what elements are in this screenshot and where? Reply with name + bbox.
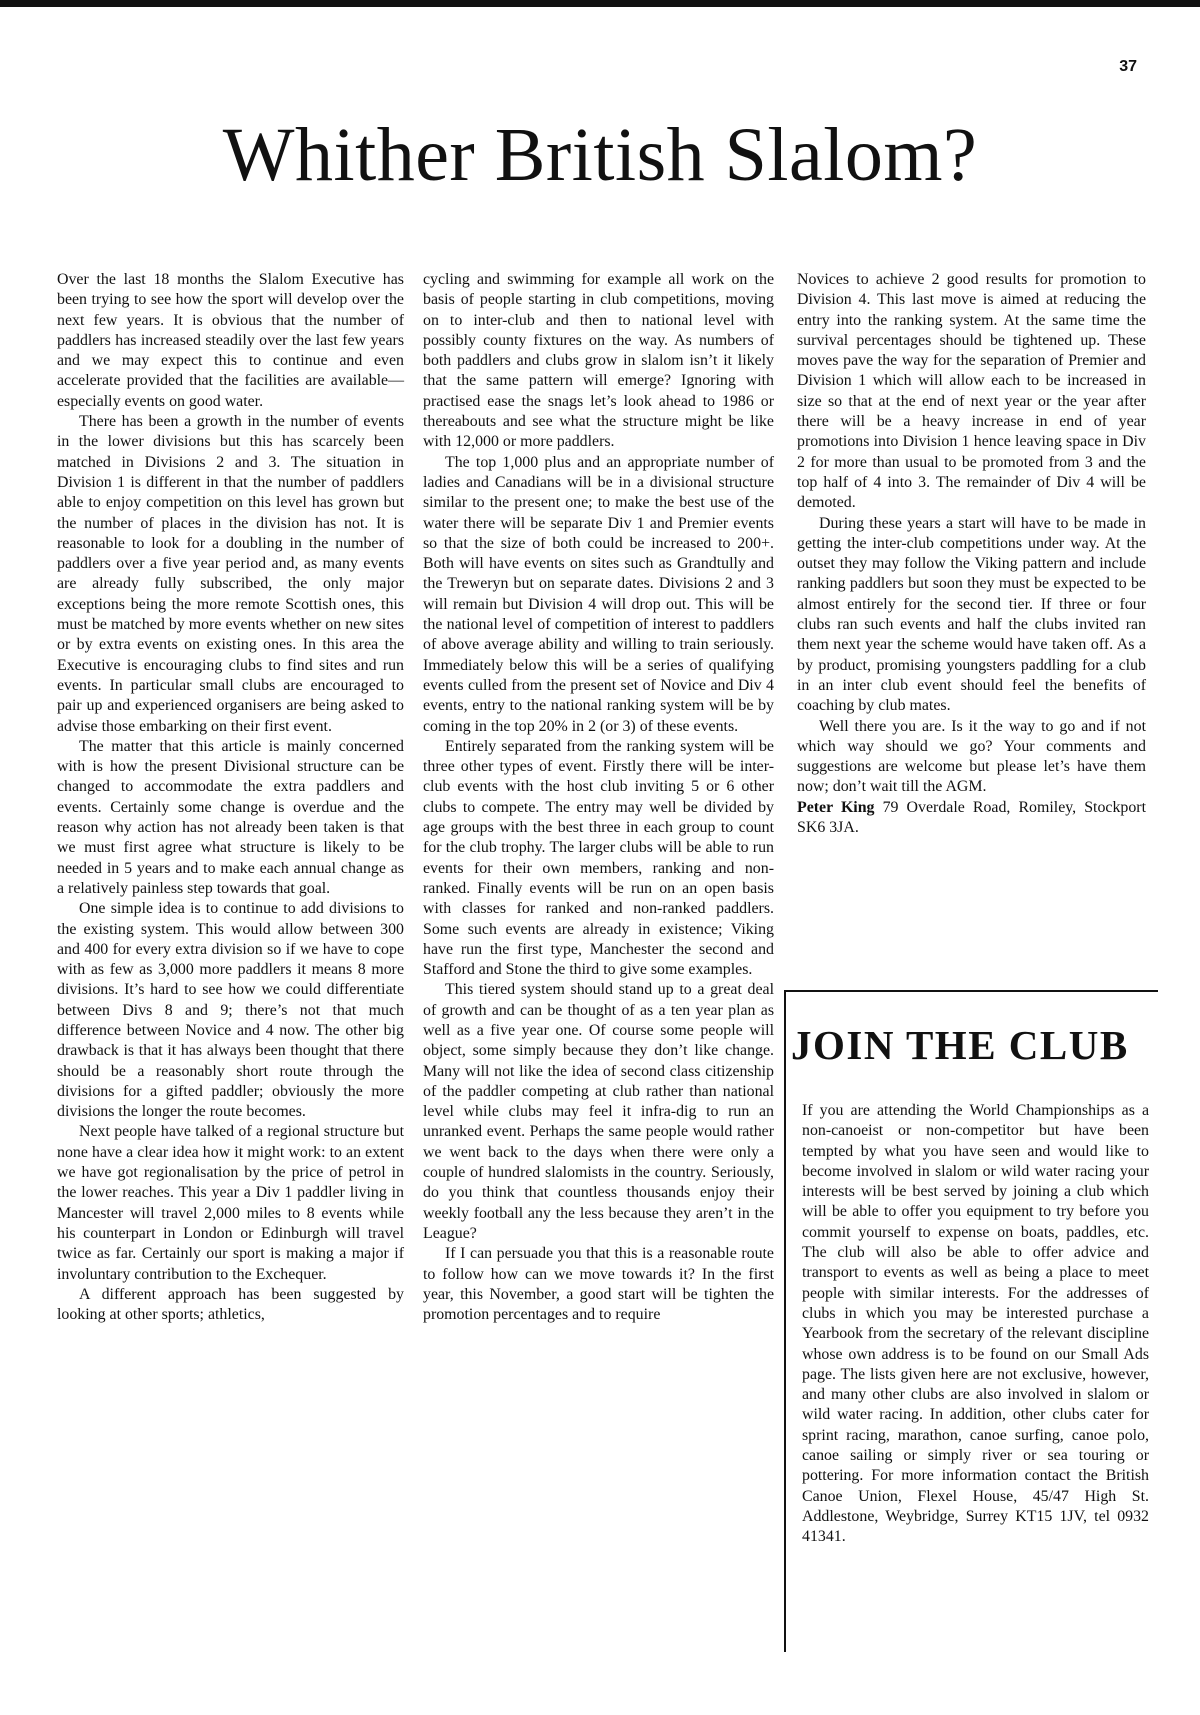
paragraph: One simple idea is to continue to add divisions to the existing system. This would allow between 300 and 400 for every extra division so if we have to cope with as few as 3,000 more paddlers it means 8 more divisions. It’s hard to see how we could differentiate between Divs 8 and 9; there’s not that much difference between Novice and 4 now. The other big drawback is that it has always been thought that there should be a reasonably short route through the divisions for a gifted paddler; obviously the more divisions the longer the route becomes. [57, 900, 404, 1121]
paragraph: If you are attending the World Championships as a non-canoeist or non-competitor but have been tempted by what you have seen and would like to become involved in slalom or wild water racing your interests will be best served by joining a club which will be able to offer you equipment to try before you commit yourself to expense on boats, paddles, etc. The club will also be able to offer advice and transport to events as well as being a place to meet people with similar interests. For the addresses of clubs in which you may be interested purchase a Yearbook from the secretary of the relevant discipline whose own address is to be found on our Small Ads page. The lists given here are not exclusive, however, and many other clubs are also involved in slalom or wild water racing. In addition, other clubs cater for sprint racing, marathon, canoe surfing, canoe polo, canoe sailing or simply river or sea touring or pottering. For more information contact the British Canoe Union, Flexel House, 45/47 High St. Addlestone, Weybridge, Surrey KT15 1JV, tel 0932 41341. [802, 1102, 1149, 1546]
paragraph: There has been a growth in the number of events in the lower divisions but this has scarcely been matched in Divisions 2 and 3. The situation in Division 1 is different in that the number of paddlers able to enjoy competition on this level has grown but the number of places in the division has not. It is reasonable to look for a doubling in the number of paddlers over a five year period and, as many events are already fully subscribed, the only major exceptions being the more remote Scottish ones, this must be matched by more events whether on new sites or by extra events on existing ones. In this area the Executive is encouraging clubs to find sites and run events. In particular small clubs are encouraged to pair up and experienced organisers are being asked to advise those embarking on their first event. [57, 413, 404, 735]
paragraph: The top 1,000 plus and an appropriate number of ladies and Canadians will be in a divisional structure similar to the present one; to make the best use of the water there will be separate Div 1 and Premier events so that the size of both could be increased to 200+. Both will have events on sites such as Grandtully and the Treweryn but on separate dates. Divisions 2 and 3 will remain but Division 4 will drop out. This will be the national level of competition of interest to paddlers of above average ability and willing to train seriously. Immediately below this will be a series of qualifying events culled from the present set of Novice and Div 4 events, entry to the national ranking system will be by coming in the top 20% in 2 (or 3) of these events. [423, 453, 774, 735]
page-number: 37 [1119, 58, 1137, 75]
paragraph: The matter that this article is mainly concerned with is how the present Divisional structure can be changed to accommodate the extra paddlers and events. Certainly some change is overdue and the reason why action has not already been taken is that we must first agree what structure is likely to be needed in 5 years and to make each annual change as a relatively painless step towards that goal. [57, 737, 404, 897]
article-title: Whither British Slalom? [222, 113, 978, 197]
article-column-2 [423, 270, 774, 1325]
paragraph: If I can persuade you that this is a reasonable route to follow how can we move towards it? In the first year, this November, a good start will be tighten the promotion percentages and to require [423, 1245, 774, 1324]
paragraph: Entirely separated from the ranking system will be three other types of event. Firstly there will be inter-club events with the host club inviting 5 or 6 other clubs to compete. The entry may well be divided by age groups with the best three in each group to count for the club trophy. The larger clubs will be able to run events for their own members, ranking and non-ranked. Finally events will be run on an open basis with classes for ranked and non-ranked paddlers. Some such events are already in existence; Viking have run the first type, Manchester the second and Stafford and Stone the third to give some examples. [423, 737, 774, 979]
author-name: Peter King [797, 798, 875, 816]
paragraph: Over the last 18 months the Slalom Executive has been trying to see how the sport will develop over the next few years. It is obvious that the number of paddlers has increased steadily over the last few years and we may expect this to continue and even accelerate provided that the facilities are available—especially events on good water. [57, 271, 404, 410]
top-rule [0, 0, 1200, 7]
join-club-body [802, 1101, 1149, 1548]
article-column-3 [797, 270, 1146, 838]
paragraph: Well there you are. Is it the way to go and if not which way should we go? Your comments and suggestions are welcome but please let’s have them now; don’t wait till the AGM. [797, 717, 1146, 796]
paragraph: cycling and swimming for example all work on the basis of people starting in club competitions, moving on to inter-club and then to national level with possibly county fixtures on the way. As numbers of both paddlers and clubs grow in slalom isn’t it likely that the same pattern will emerge? Ignoring with practised ease the snags let’s look ahead to 1986 or thereabouts and see what the structure might be like with 12,000 or more paddlers. [423, 271, 774, 451]
paragraph: Novices to achieve 2 good results for promotion to Division 4. This last move is aimed at reducing the entry into the ranking system. At the same time the survival percentages should be tightened up. These moves pave the way for the separation of Premier and Division 1 which will allow each to be increased in size so that at the end of next year or the year after there will be a heavy increase in end of year promotions into Division 1 hence leaving space in Div 2 for more than usual to be promoted from 3 and the top half of 4 into 3. The remainder of Div 4 will be demoted. [797, 271, 1146, 512]
article-column-1 [57, 270, 404, 1325]
paragraph: Next people have talked of a regional structure but none have a clear idea how it might work: to an extent we have got regionalisation by the price of petrol in the lower reaches. This year a Div 1 paddler living in Mancester will travel 2,000 miles to 8 events while his counterpart in London or Edinburgh will travel twice as far. Certainly our sport is making a major if involuntary contribution to the Exchequer. [57, 1123, 404, 1283]
paragraph: During these years a start will have to be made in getting the inter-club competitions under way. At the outset they may follow the Viking pattern and include ranking paddlers but soon they must be expected to be almost entirely for the second tier. If three or four clubs ran such events and half the clubs invited ran them next year the scheme would have taken off. As a by product, promising youngsters paddling for a club in an inter club event should feel the benefits of coaching by club mates. [797, 514, 1146, 715]
paragraph: This tiered system should stand up to a great deal of growth and can be thought of as a ten year plan as well as a five year one. Of course some people will object, some simply because they don’t like change. Many will not like the idea of second class citizenship of the paddler competing at club rather than national level while clubs may feel it infra-dig to run an unranked event. Perhaps the same people would rather we went back to the days when there were only a couple of hundred slalomists in the country. Seriously, do you think that countless thousands enjoy their weekly football any the less because they aren’t in the League? [423, 981, 774, 1242]
author-signature [797, 798, 1146, 839]
join-club-heading: JOIN THE CLUB [791, 1022, 1129, 1068]
author-address: 79 Overdale Road, Romiley, Stockport SK6 3JA. [797, 798, 1147, 837]
paragraph: A different approach has been suggested by looking at other sports; athletics, [57, 1285, 404, 1324]
